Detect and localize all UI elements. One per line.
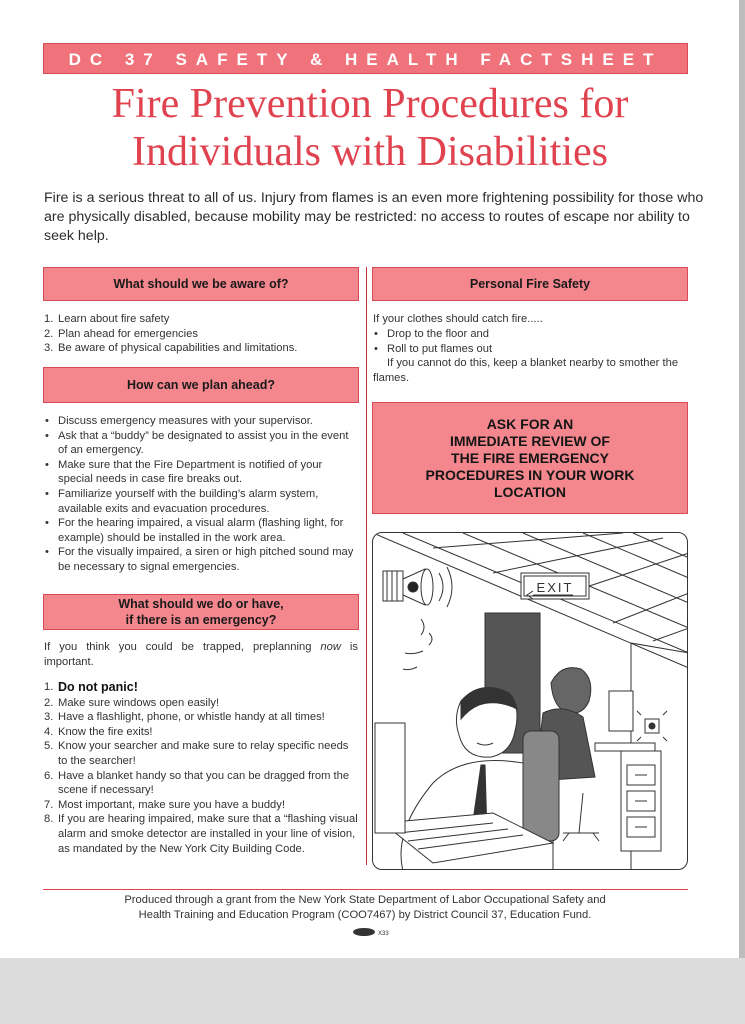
list-item: 2. Make sure windows open easily! <box>44 696 220 709</box>
callout-line: PROCEDURES IN YOUR WORK <box>425 466 635 483</box>
intro-paragraph: Fire is a serious threat to all of us. Injury from flames is an even more frightening possibility for those who are physically disabled, because mobility may be restricted: no access to routes of escape nor ability to seek help. <box>44 190 704 244</box>
list-item: 1. Learn about fire safety <box>44 313 170 325</box>
aware-heading: What should we be aware of? <box>43 267 359 301</box>
list-item: 1. Do not panic! <box>44 680 138 694</box>
personal-safety-heading: Personal Fire Safety <box>372 267 688 301</box>
aware-list <box>44 312 360 356</box>
list-item: 6. Have a blanket handy so that you can be dragged from the scene if necessary! <box>44 769 350 797</box>
page-title: Fire Prevention Procedures for Individuals with Disabilities <box>111 81 629 175</box>
plan-list <box>44 414 356 575</box>
list-item: 2. Plan ahead for emergencies <box>44 327 198 340</box>
callout-line: THE FIRE EMERGENCY <box>451 449 609 466</box>
list-item: 5. Know your searcher and make sure to relay specific needs to the searcher! <box>44 740 349 767</box>
list-item: 8. If you are hearing impaired, make sure that a “flashing visual alarm and smoke detector are installed in your line of vision, as mandated by the New York City Building Code. <box>44 813 358 855</box>
clothes-paragraph: If your clothes should catch fire..... <box>373 313 543 325</box>
list-item: • Roll to put flames out <box>373 342 689 357</box>
footer-credit <box>60 893 670 922</box>
callout-line: IMMEDIATE REVIEW OF <box>450 432 610 449</box>
list-item: 3. Have a flashlight, phone, or whistle handy at all times! <box>44 711 325 724</box>
clothes-list <box>373 327 689 356</box>
office-illustration <box>372 532 688 870</box>
list-item: • For the hearing impaired, a visual alarm (flashing light, for example) should be installed in the work area. <box>44 516 356 545</box>
emergency-heading <box>43 594 359 630</box>
list-item: • For the visually impaired, a siren or high pitched sound may be necessary to signal emergencies. <box>44 545 356 574</box>
union-mark-text: X33 <box>378 931 389 937</box>
office-scene-drawing <box>373 533 688 870</box>
factsheet-banner: DC 37 SAFETY & HEALTH FACTSHEET <box>43 43 688 74</box>
emergency-heading-line-1: What should we do or have, <box>118 597 284 611</box>
footer-divider <box>43 889 688 890</box>
emergency-heading-line-2: if there is an emergency? <box>125 613 277 627</box>
union-bug-icon <box>352 927 392 937</box>
emergency-list <box>44 680 358 856</box>
list-item: • Drop to the floor and <box>373 327 689 342</box>
page-edge <box>739 0 745 958</box>
footer-line-1: Produced through a grant from the New York State Department of Labor Occupational Safety and <box>124 894 606 906</box>
blanket-paragraph: If you cannot do this, keep a blanket nearby to smother the flames. <box>373 357 679 384</box>
list-item: • Ask that a “buddy” be designated to assist you in the event of an emergency. <box>44 429 356 458</box>
footer-line-2: Health Training and Education Program (COO7467) by District Council 37, Education Fund. <box>138 908 592 921</box>
exit-sign-label: EXIT <box>536 580 574 595</box>
column-divider <box>366 267 367 865</box>
list-item: • Discuss emergency measures with your supervisor. <box>44 414 356 429</box>
review-callout <box>372 402 688 514</box>
callout-line: ASK FOR AN <box>486 415 574 432</box>
union-bug-logo <box>352 927 392 939</box>
list-item: 3. Be aware of physical capabilities and limitations. <box>44 342 298 355</box>
list-item: • Make sure that the Fire Department is notified of your special needs in case fire breaks out. <box>44 458 356 487</box>
list-item: 4. Know the fire exits! <box>44 725 153 738</box>
plan-heading: How can we plan ahead? <box>43 367 359 403</box>
list-item: • Familiarize yourself with the building’s alarm system, available exits and evacuation procedures. <box>44 487 356 516</box>
callout-line: LOCATION <box>493 483 567 500</box>
trapped-paragraph: If you think you could be trapped, preplanning now is important. <box>44 641 358 668</box>
list-item: 7. Most important, make sure you have a buddy! <box>44 798 285 811</box>
